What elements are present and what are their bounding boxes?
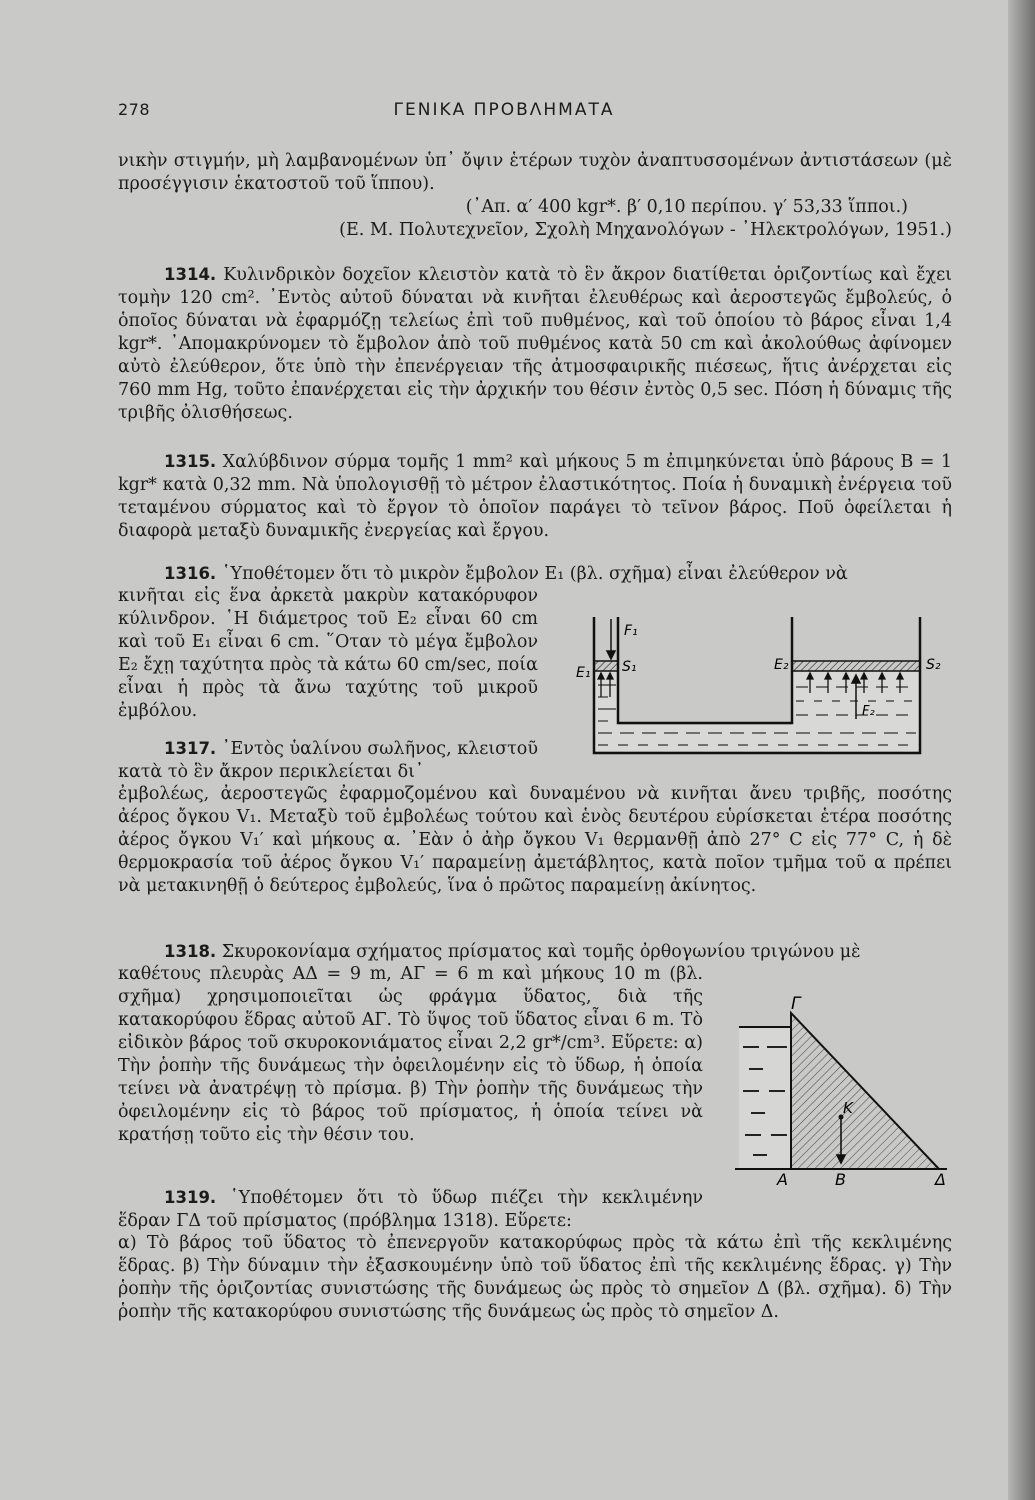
problem-text: καθέτους πλευρὰς ΑΔ = 9 m, ΑΓ = 6 m καὶ μήκους 10 m (βλ. σχῆμα) χρησιμοποιεῖται ὡς φράγμα ὕδατος, διὰ τῆς κατακορύφου ἕδρας αὐτοῦ ΑΓ. Τὸ ὕψος τοῦ ὕδατος εἶναι 6 m. Τὸ εἰδικὸν βάρος τοῦ σκυροκονιάματος εἶναι 2,2 gr*/cm³. Εὕρετε: α) Τὴν ῥοπὴν τῆς δυνάμεως τὴν ὀφειλομένην εἰς τὸ ὕδωρ, ἡ ὁποία τείνει νὰ ἀνατρέψῃ τὸ πρίσμα. β) Τὴν ῥοπὴν τῆς δυνάμεως τὴν ὀφειλομένην εἰς τὸ βάρος τοῦ πρίσματος, ἡ ὁποία τείνει νὰ κρατήσῃ τοῦτο εἰς τὴν θέσιν του.	[118, 964, 703, 1145]
problem-1318-first-line	[118, 940, 952, 964]
problem-1317	[118, 783, 952, 898]
problem-number: 1319.	[164, 1188, 217, 1207]
problem-1319-first-part	[118, 1186, 703, 1233]
problem-number: 1318.	[164, 942, 217, 961]
label-gamma: Γ	[791, 995, 801, 1014]
problem-text-first-part: ῾Υποθέτομεν ὅτι τὸ ὕδωρ πιέζει τὴν κεκλιμένην ἕδραν ΓΔ τοῦ πρίσματος (πρόβλημα 1318). Εὕρετε:	[118, 1188, 703, 1231]
problem-text: α) Τὸ βάρος τοῦ ὕδατος τὸ ἐπενεργοῦν κατακορύφως πρὸς τὰ κάτω ἐπὶ τῆς κεκλιμένης ἕδρας. β) Τὴν δύναμιν τὴν ἐξασκουμένην ὑπὸ τοῦ ὕδατος ἐπὶ τῆς κεκλιμένης ἕδρας. γ) Τὴν ῥοπὴν τῆς ὁριζοντίας συνιστώσης τῆς δυνάμεως ὡς πρὸς τὸ σημεῖον Δ (βλ. σχῆμα). δ) Τὴν ῥοπὴν τῆς κατακορύφου συνιστώσης τῆς δυνάμεως ὡς πρὸς τὸ σημεῖον Δ.	[118, 1233, 952, 1322]
source-line: (Ε. Μ. Πολυτεχνεῖον, Σχολὴ Μηχανολόγων - ᾽Ηλεκτρολόγων, 1951.)	[339, 220, 952, 240]
problem-text: Κυλινδρικὸν δοχεῖον κλειστὸν κατὰ τὸ ἓν ἄκρον διατίθεται ὁριζοντίως καὶ ἔχει τομὴν 120 cm². ᾽Εντὸς αὐτοῦ δύναται νὰ κινῆται ἐλευθέρως καὶ ἀεροστεγῶς ἔμβολεύς, ὁ ὁποῖος δύναται νὰ ἐφαρμόζῃ τελείως ἐπὶ τοῦ πυθμένος, καὶ τοῦ ὁποίου τὸ βάρος εἶναι 1,4 kgr*. ᾽Απομακρύνομεν τὸ ἔμβολον ἀπὸ τοῦ πυθμένος κατὰ 50 cm καὶ ἀκολούθως ἀφίνομεν αὐτὸ ἐλεύθερον, ὅτε ὑπὸ τὴν ἐπενέργειαν τῆς ἀτμοσφαιρικῆς πιέσεως, ἥτις ἀνέρχεται εἰς 760 mm Hg, τοῦτο ἐπανέρχεται εἰς τὴν ἀρχικήν του θέσιν ἐντὸς 0,5 sec. Πόση ἡ δύναμις τῆς τριβῆς ὀλισθήσεως.	[118, 265, 952, 423]
label-f1: F₁	[624, 623, 638, 639]
page-number: 278	[118, 100, 151, 119]
dam-prism-diagram	[725, 995, 965, 1185]
problem-1318	[118, 963, 703, 1147]
problem-text: κινῆται εἰς ἕνα ἀρκετὰ μακρὺν κατακόρυφον κύλινδρον. ῾Η διάμετρος τοῦ E₂ εἶναι 60 cm καὶ τοῦ E₁ εἶναι 6 cm. ῞Οταν τὸ μέγα ἔμβολον E₂ ἔχῃ ταχύτητα πρὸς τὰ κάτω 60 cm/sec, ποία εἶναι ἡ πρὸς τὰ ἄνω ταχύτης τοῦ μικροῦ ἐμβόλου.	[118, 586, 538, 721]
label-s2: S₂	[926, 657, 941, 673]
piston-e1	[594, 661, 618, 671]
problem-1319	[118, 1232, 952, 1324]
problem-text-first-line: Σκυροκονίαμα σχήματος πρίσματος καὶ τομῆς ὀρθογωνίου τριγώνου μὲ	[221, 942, 861, 962]
continuation-text: νικὴν στιγμήν, μὴ λαμβανομένων ὑπ᾽ ὄψιν ἑτέρων τυχὸν ἀναπτυσσομένων ἀντιστάσεων (μὲ προσέγγισιν ἑκατοστοῦ τοῦ ἵππου).	[118, 151, 952, 194]
answer-line: (᾽Απ. α′ 400 kgr*. β′ 0,10 περίπου. γ′ 53,33 ἵπποι.)	[465, 197, 908, 217]
label-s1: S₁	[622, 659, 637, 675]
problem-1315	[118, 450, 952, 543]
problem-text: Χαλύβδινον σύρμα τομῆς 1 mm² καὶ μήκους 5 m ἐπιμηκύνεται ὑπὸ βάρους B = 1 kgr* κατὰ 0,32 mm. Νὰ ὑπολογισθῇ τὸ μέτρον ἐλαστικότητος. Ποία ἡ δυναμικὴ ἐνέργεια τοῦ τεταμένου σύρματος καὶ τὸ ἔργον τὸ ὁποῖον παράγει τὸ τεῖνον βάρος. Ποῦ ὀφείλεται ἡ διαφορὰ μεταξὺ δυναμικῆς ἐνεργείας καὶ ἔργου.	[118, 452, 952, 541]
label-e1: E₁	[576, 665, 591, 681]
problem-text-first-part: ᾽Εντὸς ὑαλίνου σωλῆνος, κλειστοῦ κατὰ τὸ ἓν ἄκρον περικλείεται δι᾽	[118, 739, 538, 782]
problem-1316	[118, 585, 538, 723]
label-e2: E₂	[774, 657, 789, 673]
problem-number: 1316.	[164, 564, 217, 583]
problem-number: 1315.	[164, 452, 217, 471]
figure-dam-prism	[725, 995, 965, 1185]
block-top	[118, 150, 952, 242]
problem-number: 1317.	[164, 739, 217, 758]
prism-triangle	[791, 1013, 939, 1169]
force-f1-arrow	[607, 619, 615, 659]
running-title: ΓΕΝΙΚΑ ΠΡΟΒΛΗΜΑΤΑ	[393, 100, 615, 120]
problem-text: ἐμβολέως, ἀεροστεγῶς ἐφαρμοζομένου καὶ δυναμένου νὰ κινῆται ἄνευ τριβῆς, ποσότης ἀέρος ὄγκου V₁. Μεταξὺ τοῦ ἐμβολέως τούτου καὶ ἑνὸς δευτέρου εὑρίσκεται ἑτέρα ποσότης ἀέρος ὄγκου V₁′ καὶ μήκους α. ᾽Εὰν ὁ ἀὴρ ὄγκου V₁ θερμανθῇ ἀπὸ 27° C εἰς 77° C, ἡ δὲ θερμοκρασία τοῦ ἀέρος ὄγκου V₁′ παραμείνῃ ἀμετάβλητος, κατὰ ποῖον τμῆμα τοῦ α πρέπει νὰ μετακινηθῇ ὁ δεύτερος ἐμβολεύς, ἵνα ὁ πρῶτος παραμείνῃ ἀκίνητος.	[118, 784, 952, 896]
label-k: K	[843, 1099, 853, 1117]
problem-text-first-line: ῾Υποθέτομεν ὅτι τὸ μικρὸν ἔμβολον E₁ (βλ. σχῆμα) εἶναι ἐλεύθερον νὰ	[221, 564, 848, 584]
problem-number: 1314.	[164, 265, 217, 284]
label-a: A	[777, 1170, 788, 1185]
label-delta: Δ	[935, 1170, 946, 1185]
hydraulic-press-diagram	[548, 605, 958, 765]
figure-hydraulic-press	[548, 605, 958, 765]
label-b: B	[835, 1170, 846, 1185]
label-f2: F₂	[862, 704, 875, 719]
vessel-inner-wall	[618, 617, 792, 723]
dam-water	[739, 1027, 791, 1169]
problem-1316-first-line	[118, 562, 952, 586]
problem-1314	[118, 263, 952, 425]
page-edge	[1008, 0, 1035, 1500]
problem-1317-first-part	[118, 737, 538, 784]
piston-e2	[792, 661, 920, 671]
